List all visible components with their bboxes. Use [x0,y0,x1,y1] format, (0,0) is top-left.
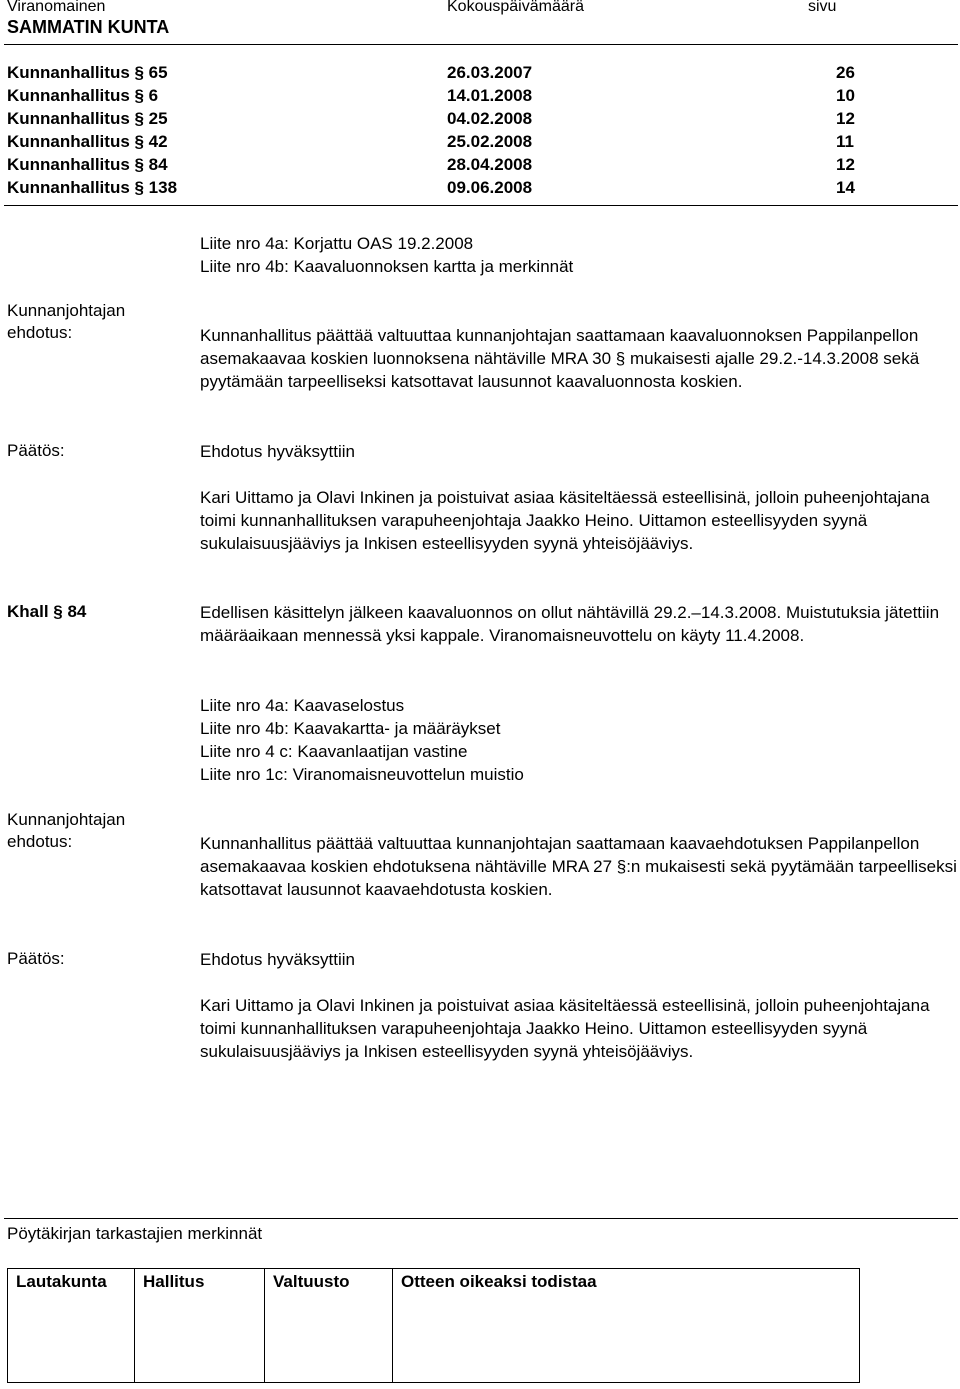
references-divider [4,205,958,206]
reference-body: Kunnanhallitus § 25 [7,109,168,128]
decision-label: Päätös: [7,441,65,460]
header-divider [4,44,958,45]
reference-body: Kunnanhallitus § 84 [7,155,168,174]
reference-date: 04.02.2008 [447,109,533,128]
attachment-list [200,694,958,786]
reference-row [7,109,857,132]
reference-body: Kunnanhallitus § 6 [7,86,159,105]
reference-page: 12 [836,155,855,174]
attachment-list [200,232,958,278]
reference-page: 14 [836,178,855,197]
attachment-item: Liite nro 4b: Kaavaluonnoksen kartta ja merkinnät [200,257,574,276]
reference-body: Kunnanhallitus § 42 [7,132,168,151]
reference-row [7,132,857,155]
table-header-cell: Hallitus [135,1269,265,1383]
section-label: Khall § 84 [7,602,87,621]
proposal-text: Kunnanhallitus päättää valtuuttaa kunnanjohtajan saattamaan kaavaluonnoksen Pappilanpellon asemakaavaa koskien luonnoksena nähtäville MRA 30 § mukaisesti ajalle 29.2.-14.3.2008 sekä pyytämään tarpeelliseksi katsottavat lausunnot kaavaluonnosta koskien. [200,326,920,391]
reference-row [7,178,857,201]
reference-page: 11 [836,132,854,151]
reference-date: 28.04.2008 [447,155,533,174]
conflict-note: Kari Uittamo ja Olavi Inkinen ja poistuivat asiaa käsiteltäessä esteellisinä, jolloin puheenjohtajana toimi kunnanhallituksen varapuheenjohtaja Jaakko Heino. Uittamon esteellisyyden syynä sukulaisuusjääviys ja Inkisen esteellisyyden syynä yhteisöjääviys. [200,996,930,1061]
attachment-item: Liite nro 4a: Kaavaselostus [200,696,405,715]
date-label: Kokouspäivämäärä [447,0,584,15]
proposal-label-line: Kunnanjohtajan [7,810,126,829]
authority-label: Viranomainen [7,0,106,15]
reference-date: 09.06.2008 [447,178,533,197]
municipality-name: SAMMATIN KUNTA [7,17,170,37]
page-label: sivu [808,0,837,15]
decision-text: Ehdotus hyväksyttiin [200,442,355,461]
conflict-note: Kari Uittamo ja Olavi Inkinen ja poistuivat asiaa käsiteltäessä esteellisinä, jolloin puheenjohtajana toimi kunnanhallituksen varapuheenjohtaja Jaakko Heino. Uittamon esteellisyyden syynä sukulaisuusjääviys ja Inkisen esteellisyyden syynä yhteisöjääviys. [200,488,930,553]
proposal-label-line: ehdotus: [7,832,73,851]
signature-table [7,1268,860,1383]
attachment-item: Liite nro 4a: Korjattu OAS 19.2.2008 [200,234,474,253]
reference-body: Kunnanhallitus § 65 [7,63,168,82]
reference-page: 12 [836,109,855,128]
decision-label: Päätös: [7,949,65,968]
attachment-item: Liite nro 1c: Viranomaisneuvottelun muistio [200,765,524,784]
table-header-cell: Lautakunta [8,1269,135,1383]
proposal-label-line: Kunnanjohtajan [7,301,126,320]
table-header-cell: Otteen oikeaksi todistaa [393,1269,860,1383]
reference-row [7,86,857,109]
reference-date: 26.03.2007 [447,63,533,82]
reference-row [7,63,857,86]
reviewers-label: Pöytäkirjan tarkastajien merkinnät [7,1224,263,1243]
proposal-text: Kunnanhallitus päättää valtuuttaa kunnanjohtajan saattamaan kaavaehdotuksen Pappilanpellon asemakaavaa koskien ehdotuksena nähtäville MRA 27 §:n mukaisesti sekä pyytämään tarpeelliseksi katsottavat lausunnot kaavaehdotusta koskien. [200,834,957,899]
footer-divider [4,1218,958,1219]
proposal-label [7,809,125,853]
table-header-cell: Valtuusto [265,1269,393,1383]
attachment-item: Liite nro 4 c: Kaavanlaatijan vastine [200,742,468,761]
reference-date: 14.01.2008 [447,86,533,105]
section-intro: Edellisen käsittelyn jälkeen kaavaluonnos on ollut nähtävillä 29.2.–14.3.2008. Muistutuksia jätettiin määräaikaan mennessä yksi kappale. Viranomaisneuvottelu on käyty 11.4.2008. [200,603,940,645]
decision-text: Ehdotus hyväksyttiin [200,950,355,969]
attachment-item: Liite nro 4b: Kaavakartta- ja määräykset [200,719,501,738]
reference-page: 26 [836,63,855,82]
reference-date: 25.02.2008 [447,132,533,151]
reference-row [7,155,857,178]
proposal-label [7,300,125,344]
reference-body: Kunnanhallitus § 138 [7,178,178,197]
reference-page: 10 [836,86,855,105]
proposal-label-line: ehdotus: [7,323,73,342]
